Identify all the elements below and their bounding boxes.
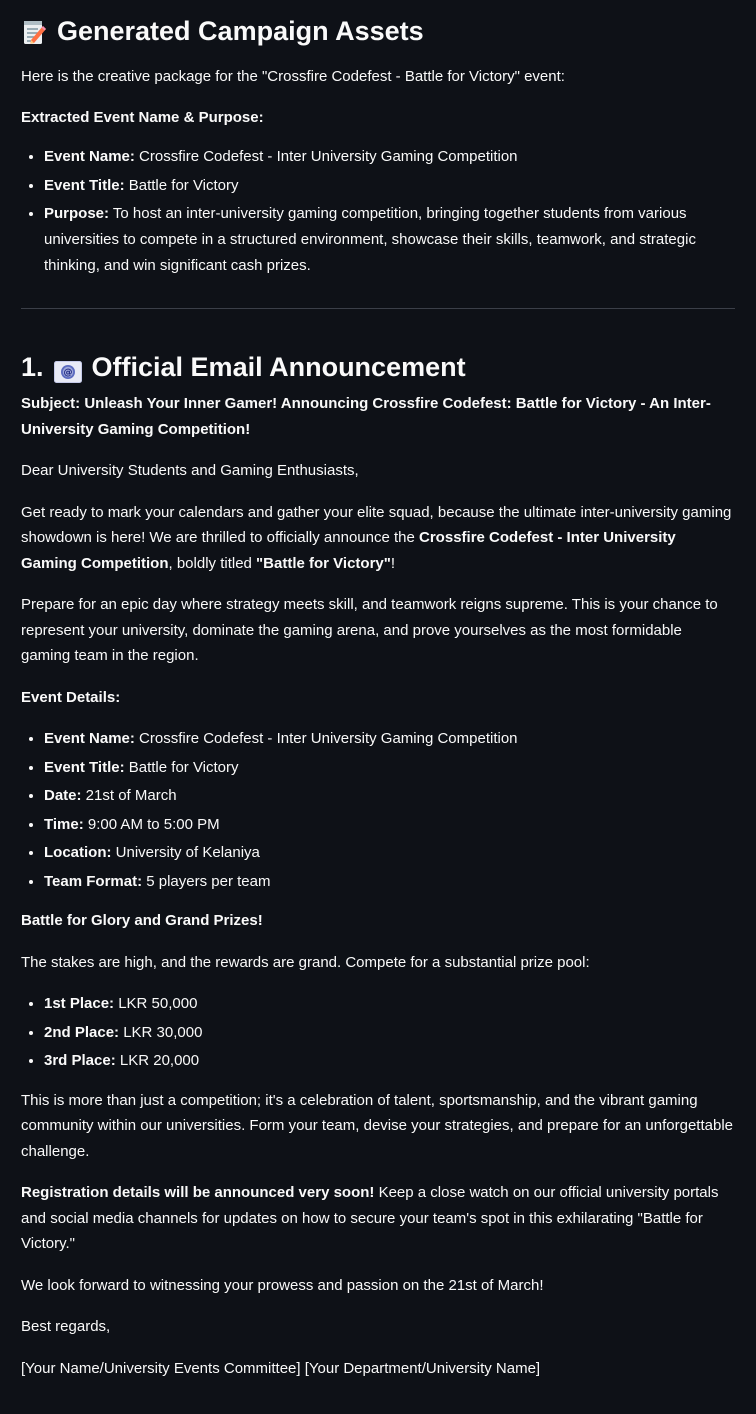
list-item: • Purpose: To host an inter-university gaming competition, bringing together students from various universities to compete in a structured environment, showcase their skills, teamwork, and strategic thinking, and win significant cash prizes. bbox=[44, 201, 735, 278]
email-signature: [Your Name/University Events Committee] [Your Department/University Name] bbox=[21, 1359, 541, 1377]
email-paragraph: We look forward to witnessing your prowess and passion on the 21st of March! bbox=[21, 1276, 544, 1294]
email-greeting: Dear University Students and Gaming Enthusiasts, bbox=[21, 462, 359, 480]
list-item: • Event Name: Crossfire Codefest - Inter University Gaming Competition bbox=[44, 144, 735, 170]
email-subject: Subject: Unleash Your Inner Gamer! Announcing Crossfire Codefest: Battle for Victory - An Inter-University Gaming Competition! bbox=[21, 395, 711, 438]
list-item: • 3rd Place: LKR 20,000 bbox=[44, 1048, 735, 1074]
intro-text: Here is the creative package for the "Crossfire Codefest - Battle for Victory" event: bbox=[21, 68, 565, 85]
prizes-heading: Battle for Glory and Grand Prizes! bbox=[21, 912, 263, 930]
section-heading-email bbox=[21, 350, 735, 385]
section-title: Official Email Announcement bbox=[91, 352, 466, 383]
memo-icon bbox=[21, 18, 47, 46]
page-title-text: Generated Campaign Assets bbox=[57, 16, 424, 47]
divider bbox=[21, 308, 735, 309]
list-item: • Time: 9:00 AM to 5:00 PM bbox=[44, 812, 735, 838]
details-heading: Event Details: bbox=[21, 688, 121, 706]
email-icon bbox=[54, 357, 82, 379]
email-paragraph: This is more than just a competition; it's a celebration of talent, sportsmanship, and the vibrant gaming community within our universities. Form your team, devise your strategies, and prepare for an unforgettable challenge. bbox=[21, 1091, 734, 1160]
extracted-heading: Extracted Event Name & Purpose: bbox=[21, 108, 264, 126]
list-item: • Date: 21st of March bbox=[44, 783, 735, 809]
svg-text:@: @ bbox=[63, 368, 73, 379]
list-item: • 2nd Place: LKR 30,000 bbox=[44, 1020, 735, 1046]
prizes-list bbox=[21, 991, 735, 1074]
list-item: • Event Title: Battle for Victory bbox=[44, 173, 735, 199]
list-item: • Event Title: Battle for Victory bbox=[44, 755, 735, 781]
section-number: 1. bbox=[21, 352, 44, 383]
email-paragraph: Prepare for an epic day where strategy meets skill, and teamwork reigns supreme. This is your chance to represent your university, dominate the gaming arena, and prove yourselves as the most formidable gaming team in the region. bbox=[21, 596, 718, 665]
email-signoff: Best regards, bbox=[21, 1318, 111, 1336]
email-paragraph: Get ready to mark your calendars and gather your elite squad, because the ultimate inter-university gaming showdown is here! We are thrilled to officially announce the Crossfire Codefest - Inter University Gaming Competition, boldly titled "Battle for Victory"! bbox=[21, 503, 732, 572]
details-list bbox=[21, 726, 735, 894]
list-item: • Team Format: 5 players per team bbox=[44, 869, 735, 895]
list-item: • Location: University of Kelaniya bbox=[44, 840, 735, 866]
page-title bbox=[21, 0, 735, 52]
email-paragraph: Registration details will be announced very soon! Keep a close watch on our official university portals and social media channels for updates on how to secure your team's spot in this exhilarating "Battle for Victory." bbox=[21, 1184, 719, 1253]
prizes-intro: The stakes are high, and the rewards are grand. Compete for a substantial prize pool: bbox=[21, 953, 590, 971]
extracted-list bbox=[21, 144, 735, 278]
list-item: • Event Name: Crossfire Codefest - Inter University Gaming Competition bbox=[44, 726, 735, 752]
list-item: • 1st Place: LKR 50,000 bbox=[44, 991, 735, 1017]
